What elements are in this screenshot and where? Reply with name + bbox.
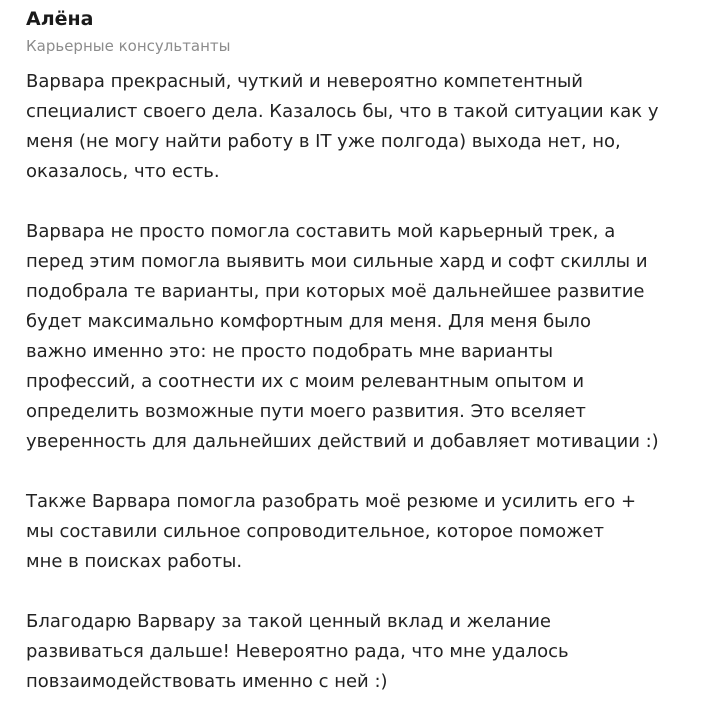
review-paragraph-3: Также Варвара помогла разобрать моё резюме и усилить его + мы составили сильное сопроводительное, которое поможет мне в поисках работы. xyxy=(26,491,637,572)
review-paragraph-1: Варвара прекрасный, чуткий и невероятно компетентный специалист своего дела. Казалось бы, что в такой ситуации как у меня (не могу найти работу в IT уже полгода) выхода нет, но, оказалось, что есть. xyxy=(26,71,659,182)
review-paragraph-2: Варвара не просто помогла составить мой карьерный трек, а перед этим помогла выявить мои сильные хард и софт скиллы и подобрала те варианты, при которых моё дальнейшее развитие будет максимально комфортным для меня. Для меня было важно именно это: не просто подобрать мне варианты профессий, а соотнести их с моим релевантным опытом и определить возможные пути моего развития. Это вселяет уверенность для дальнейших действий и добавляет мотивации :) xyxy=(26,221,659,452)
review-body xyxy=(26,67,690,697)
review-paragraph-4: Благодарю Варвару за такой ценный вклад и желание развиваться дальше! Невероятно рада, что мне удалось повзаимодействовать именно с ней :) xyxy=(26,611,569,692)
author-role: Карьерные консультанты xyxy=(26,37,231,55)
author-name: Алёна xyxy=(26,8,94,30)
